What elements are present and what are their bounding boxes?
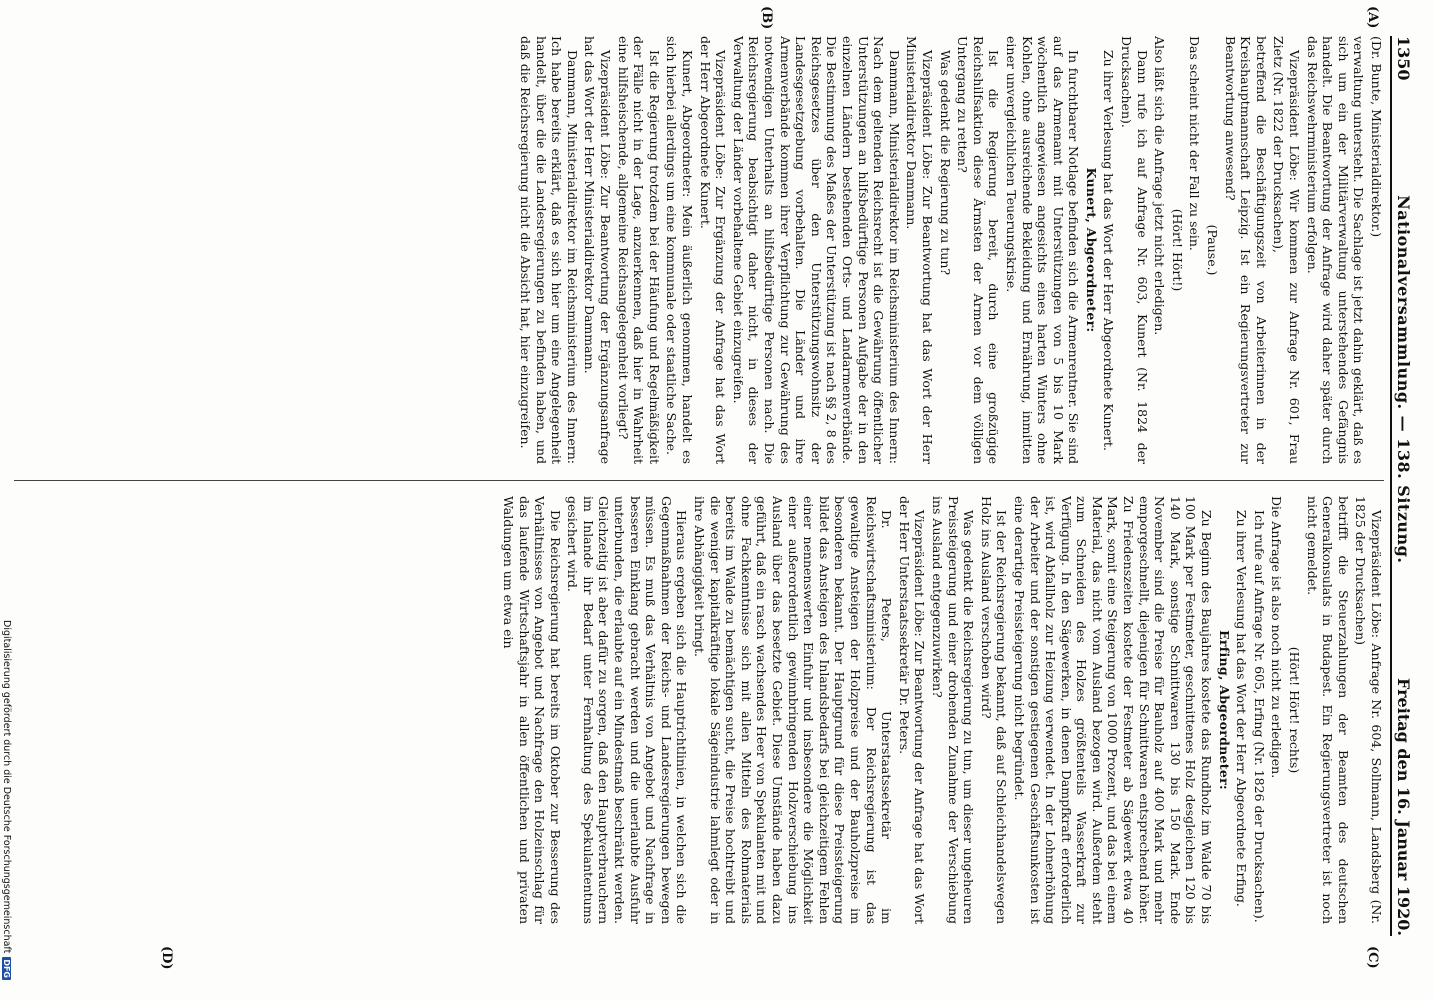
paragraph: Vizepräsident Löbe: Zur Beantwortung der Anfrage hat das Wort der Herr Unterstaatssekretär Dr. Peters. [896,496,928,924]
paragraph: Was gedenkt die Reichsregierung zu tun, um dieser ungeheuren Preissteigerung und einer drohenden Zunahme der Verschiebung ins Ausland entgegenzuwirken? [929,496,977,924]
paragraph: Kunert, Abgeordneter: Mein äußerlich genommen, handelt es sich hierbei allerdings um eine kommunale oder staatliche Sache. [664,36,696,464]
page-number: 1350 [1394,36,1413,81]
paragraph: Dammann, Ministerialdirektor im Reichsministerium des Innern: Nach dem geltenden Reichsrecht ist die Gewährung öffentlicher Unterstützungen an hilfsbedürftige Personen Aufgabe der in den einzelnen Ländern bestehenden Orts- und Landarmenverbände. Die Bestimmung des Maßes der Unterstützung ist nach §§ 2, 8 des Reichsgesetzes über den Unterstützungswohnsitz der Landesgesetzgebung vorbehalten. Die Länder und ihre Armenverbände kommen ihrer Verpflichtung zur Gewährung des notwendigen Unterhalts an hilfsbedürftige Personen nach. Die Reichsregierung beabsichtigt daher nicht, in dieses der Verwaltung der Länder vorbehaltene Gebiet einzugreifen. [730,36,902,464]
paragraph: Vizepräsident Löbe: Anfrage Nr. 604, Sollmann, Landsberg (Nr. 1825 der Drucksachen) [1353,496,1384,924]
paragraph: In furchtbarer Notlage befinden sich die Armenrentner. Sie sind auf das Armenamt mit Unterstützungen von 5 bis 10 Mark wöchentlich angewiesen angesichts eines harten Winters ohne Kohlen, ohne ausreichende Bekleidung und Ernährung, inmitten einer unvergleichlichen Teuerungskrise. [1003,36,1082,464]
margin-mark-c: (C) [1365,946,1380,969]
page-header [1390,36,1430,936]
text-columns [14,36,1384,936]
paragraph: betreffend die Beschäftigungszeit von Arbeiterinnen in der Kreishauptmannschaft Leipzig. Ist ein Regierungsvertreter zur Beantwortung anwesend? [1222,36,1269,464]
paragraph: Das scheint nicht der Fall zu sein. [1187,36,1203,251]
left-column [14,36,1384,464]
paragraph: Zu Beginn des Baujahres kostete das Rundholz im Walde 70 bis 100 Mark per Festmeter, geschnittenes Holz desgleichen 120 bis 140 Mark, sonstige Schnittwaren 130 bis 150 Mark. Ende November sind die Preise für Bauholz auf 400 Mark und mehr emporgeschnellt, diejenigen für Schnittwaren entsprechend höher. Zu Friedenszeiten kostete der Festmeter ab Sägewerk etwa 40 Mark, somit eine Steigerung von 1000 Prozent, und das bei einem Material, das nicht vom Ausland bezogen wird. Außerdem steht zum Schneiden des Holzes größtenteils Wasserkraft zur Verfügung. In den Sägewerken, in denen Dampfkraft erforderlich ist, wird Abfallholz zur Heizung verwendet. In der Lohnerhöhung der Arbeiter und der sonstigen gestiegenen Geschäftsunkosten ist eine derartige Preissteigerung nicht begründet. [1011,496,1215,924]
paragraph: Die Anfrage ist also noch nicht zu erledigen. [1269,496,1285,779]
paragraph: verwaltung untersteht. Die Sachlage ist jetzt dahin geklärt, daß es sich um ein der Militärverwaltung unterstehendes Gefängnis handelt. Die Beantwortung der Anfrage wird daher später durch das Reichswehrministerium erfolgen. [1304,36,1367,464]
margin-mark-a: (A) [1365,6,1380,29]
paragraph: (Hört! Hört! rechts) [1287,646,1303,774]
paragraph: Vizepräsident Löbe: Zur Beantwortung hat das Wort der Herr Ministerialdirektor Dammann. [904,36,935,464]
running-title: Nationalversammlung. — 138. Sitzung. [1394,195,1413,564]
paragraph: Zu ihrer Verlesung hat das Wort der Herr Abgeordnete Erfing. [1234,510,1250,907]
paragraph: Zu ihrer Verlesung hat das Wort der Herr Abgeordnete Kunert. [1101,50,1117,451]
session-date: Freitag den 16. Januar 1920. [1394,678,1413,936]
margin-mark-b: (B) [759,6,774,30]
paragraph: (Pause.) [1205,224,1221,276]
paragraph: Ich rufe auf Anfrage Nr. 605, Erfing (Nr. 1826 der Drucksachen). [1251,510,1267,923]
paragraph: Hieraus ergeben sich die Hauptrichtlinien, in welchen sich die Gegenmaßnahmen der Reichs- und Landesregierungen bewegen müssen. Es muß das Verhältnis von Angebot und Nachfrage in besseren Einklang gebracht werden und die unerlaubte Ausfuhr unterbunden, die erlaubte auf ein Mindestmaß beschränkt werden. Gleichzeitig ist aber dafür zu sorgen, daß den Hauptverbrauchern im Inlande ihr Bedarf unter Fernhaltung des Spekulantentums gesichert wird. [565,496,690,924]
column-divider [14,480,1384,481]
paragraph: (Hört! Hört!) [1169,208,1185,292]
paragraph: Ist der Reichsregierung bekannt, daß auf Schleichhandelswegen Holz ins Ausland verschoben wird? [978,496,1010,924]
paragraph: Also läßt sich die Anfrage jetzt nicht erledigen. [1152,36,1168,336]
paragraph: Dann rufe ich auf Anfrage Nr. 603, Kunert (Nr. 1824 der Drucksachen). [1119,36,1150,464]
paragraph: Ist die Regierung trotzdem bei der Häufung und Regelmäßigkeit der Fälle nicht in der Lage, anzuerkennen, daß hier in Wahrheit eine hilfsheischende, allgemeine Reichsangelegenheit vorliegt? [615,36,662,464]
speaker-heading: Erfing, Abgeordneter: [1216,630,1232,790]
paragraph: Dammann, Ministerialdirektor im Reichsministerium des Innern: Ich habe bereits erklärt, daß es sich hier um eine Angelegenheit handelt, über die die Landesregierungen zu befinden haben, und daß die Reichsregierung nicht die Absicht hat, hier einzugreifen. [518,36,580,464]
paragraph: Was gedenkt die Regierung zu tun? [937,50,953,276]
paragraph: Vizepräsident Löbe: Wir kommen zur Anfrage Nr. 601, Frau Zietz (Nr. 1822 der Drucksachen), [1271,36,1303,464]
paragraph: Die Reichsregierung hat bereits im Oktober zur Besserung des Verhältnisses von Angebot und Nachfrage den Holzeinschlag für das laufende Wirtschaftsjahr in allen öffentlichen und privaten Waldungen um etwa ein [500,496,563,924]
dfg-logo: DFG [2,959,12,978]
speaker-heading: Kunert, Abgeordneter: [1083,167,1099,333]
paragraph: Ist die Regierung bereit, durch eine großzügige Reichshilfsaktion diese Ärmsten der Armen vor dem völligen Untergang zu retten? [955,36,1002,464]
paragraph: betrifft die Steuerzahlungen der Beamten des deutschen Generalkonsulats in Budapest. Ein Regierungsvertreter ist noch nicht gemeldet. [1304,496,1351,924]
paragraph: Dr. Peters, Unterstaatssekretär im Reichswirtschaftsministerium: Der Reichsregierung ist das gewaltige Ansteigen der Holzpreise und der Bauholzpreise im besonderen bekannt. Der Hauptgrund für diese Preissteigerung bildet das Ansteigen des Inlandsbedarfs bei gleichzeitigem Fehlen einer nennenswerten Einfuhr und insbesondere die Möglichkeit einer außerordentlich gewinnbringenden Holzverschiebung ins Ausland über das besetzte Gebiet. Diese Umstände haben dazu geführt, daß ein rasch wachsendes Heer von Spekulanten mit und ohne Fachkenntnisse sich mit allen Mitteln des Rohmaterials bereits im Walde zu bemächtigen sucht, die Preise hochtreibt und die weniger kapitalkräftige lokale Sägeindustrie lahmlegt oder in ihre Abhängigkeit bringt. [692,496,895,924]
credit-text: Digitalisierung gefördert durch die Deutsche Forschungsgemeinschaft [1,620,13,954]
paragraph: (Dr. Bunte, Ministerialdirektor.) [1369,36,1384,238]
digitization-credit [0,0,14,1000]
margin-mark-d: (D) [159,946,174,970]
right-column [14,496,1384,924]
paragraph: Vizepräsident Löbe: Zur Beantwortung der Ergänzungsanfrage hat das Wort der Herr Ministerialdirektor Dammann. [582,36,614,464]
paragraph: Vizepräsident Löbe: Zur Ergänzung der Anfrage hat das Wort der Herr Abgeordnete Kunert. [697,36,729,464]
